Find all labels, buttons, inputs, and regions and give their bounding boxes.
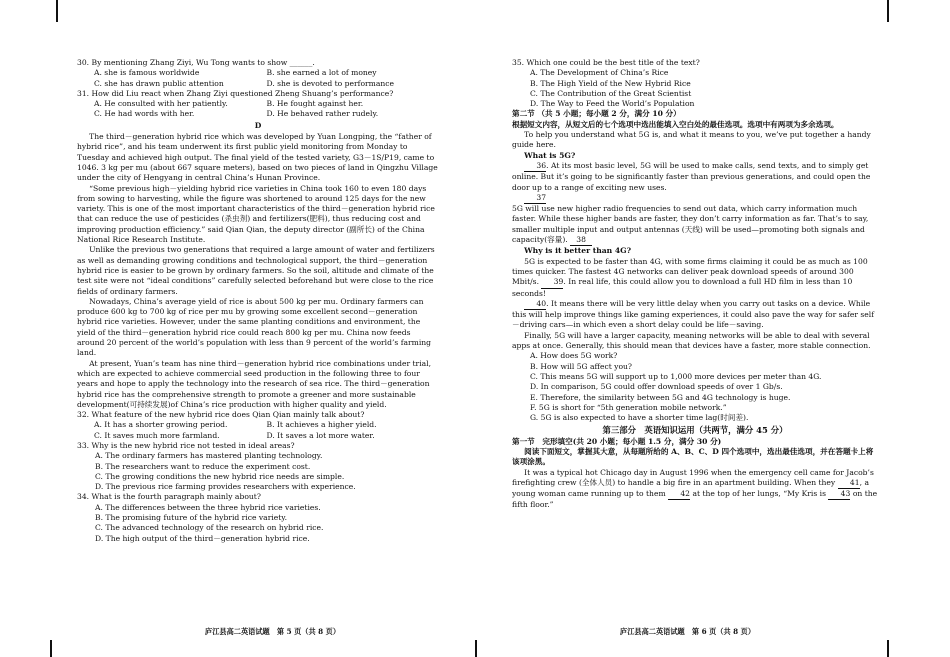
gapfill-paragraph-37-blank [512, 193, 878, 204]
q34-option-d[interactable]: D. The high output of the third－generation hybrid rice. [95, 533, 310, 543]
choice-c[interactable]: C. This means 5G will support up to 1,000 more devices per meter than 4G. [530, 371, 822, 381]
blank-36[interactable]: 36 [524, 161, 546, 172]
right-page-column [512, 58, 878, 511]
q30-option-d[interactable]: D. she is devoted to performance [266, 78, 395, 88]
blank-43[interactable]: 43 [828, 489, 850, 500]
question-34-options [77, 503, 439, 544]
q33-option-a[interactable]: A. The ordinary farmers has mastered planting technology. [95, 451, 323, 461]
paragraph-39-text-a: 5G is expected to be faster than 4G, with some firms claiming it could be as much as 100 times quicker. The fastest 4G networks can deliver peak download speeds of around 300 Mbit/s. [512, 256, 868, 287]
question-35-options [512, 68, 878, 109]
cloze-text-2: , a young woman came running up to them [512, 477, 870, 499]
passage-d-paragraph-1: The third－generation hybrid rice which was developed by Yuan Longping, the “father of hybrid rice”, and his team underwent its first public yield monitoring from Monday to Tuesday and achieved high output. The final yield of the tested variety, G3－1S/P19, came to 1046. 3 kg per mu (about 667 square meters), based on two pieces of land in Qingzhu Village under the city of Hengyang in central China’s Hunan Province. [77, 132, 438, 183]
gapfill-subheading-1: What is 5G? [524, 150, 576, 160]
gapfill-paragraph-36 [512, 161, 878, 193]
q30-option-b[interactable]: B. she earned a lot of money [266, 68, 377, 78]
q34-option-a[interactable]: A. The differences between the three hybrid rice varieties. [95, 502, 321, 512]
q34-option-b[interactable]: B. The promising future of the hybrid rice variety. [95, 513, 287, 523]
blank-40[interactable]: 40 [524, 299, 546, 310]
q35-option-b[interactable]: B. The High Yield of the New Hybrid Rice [530, 78, 691, 88]
passage-d-paragraph-5: At present, Yuan’s team has nine third－generation hybrid rice combinations under trial, which are expected to achieve commercial seed production in the following three to four years and hope to apply the technology into the research of sea rice. The third－generation hybrid rice has the comprehensive strength to promote a greener and more sustainable development(可持续发展)of China’s rice production with higher quality and yield. [77, 358, 431, 409]
q32-option-b[interactable]: B. It achieves a higher yield. [266, 420, 377, 430]
question-30-stem: 30. By mentioning Zhang Ziyi, Wu Tong wants to show ______. [77, 58, 315, 67]
blank-38[interactable]: 38 [570, 235, 592, 246]
cloze-instructions: 阅读下面短文，掌握其大意，从每题所给的 A、B、C、D 四个选项中，选出最佳选项，并在答题卡上将该项涂黑。 [512, 446, 874, 467]
gapfill-paragraph-40 [512, 299, 878, 331]
passage-d-label: D [254, 120, 262, 130]
right-page-footer: 庐江县高二英语试题 第 6 页（共 8 页） [620, 627, 756, 636]
question-34-stem: 34. What is the fourth paragraph mainly about? [77, 492, 261, 502]
paragraph-37-text: 5G will use new higher radio frequencies to send out data, which carry information much faster. While these higher bands are faster, they don’t carry information as far. That’s to say, smaller multiple input and output antennas (天线) will be used—promoting both signals and capacity(容量). [512, 204, 869, 245]
gapfill-intro: To help you understand what 5G is, and what it means to you, we’ve put together a handy guide here. [512, 130, 871, 150]
q32-option-c[interactable]: C. It saves much more farmland. [94, 430, 220, 440]
binding-mark-right [887, 0, 889, 22]
paragraph-36-text: . At its most basic level, 5G will be used to make calls, send texts, and to simply get online. But it’s going to be significantly faster than previous generations, and could open the door up to a range of exciting new uses. [512, 160, 871, 192]
gapfill-final-paragraph: Finally, 5G will have a larger capacity, meaning networks will be able to deal with several apps at once. Generally, this should mean that devices have a faster, more stable connection. [512, 330, 871, 351]
gapfill-paragraph-37 [512, 204, 878, 246]
part-3-heading: 第三部分 英语知识运用（共两节，满分 45 分） [602, 425, 788, 436]
q33-option-b[interactable]: B. The researchers want to reduce the experiment cost. [95, 461, 311, 471]
q31-option-a[interactable]: A. He consulted with her patiently. [94, 99, 228, 109]
q32-option-d[interactable]: D. It saves a lot more water. [266, 430, 375, 440]
question-32-options [77, 420, 439, 441]
passage-d-paragraph-2: “Some previous high－yielding hybrid rice varieties in China took 160 to even 180 days from sowing to harvesting, while the figure was shortened to around 125 days for the new variety. This is one of the most important characteristics of the third－generation hybrid rice that can reduce the use of pesticides (杀虫剂) and fertilizers(肥料), thus reducing cost and improving production efficiency.” said Qian Qian, the deputy director (副所长) of the China National Rice Research Institute. [77, 183, 435, 245]
question-32-stem: 32. What feature of the new hybrid rice does Qian Qian mainly talk about? [77, 410, 365, 420]
q32-option-a[interactable]: A. It has a shorter growing period. [94, 420, 228, 430]
q35-option-c[interactable]: C. The Contribution of the Great Scientist [530, 88, 692, 98]
q34-option-c[interactable]: C. The advanced technology of the research on hybrid rice. [95, 523, 324, 533]
choice-g[interactable]: G. 5G is also expected to have a shorter time lag(时间差). [530, 413, 749, 423]
blank-41[interactable]: 41 [838, 478, 860, 489]
cloze-section-heading: 第一节 完形填空(共 20 小题；每小题 1.5 分，满分 30 分) [512, 436, 722, 446]
cloze-text-1: It was a typical hot Chicago day in August 1996 when the emergency cell came for Jacob’s firefighting crew (全体人员) to handle a big fire in an apartment building. When they [512, 467, 874, 487]
q31-option-d[interactable]: D. He behaved rather rudely. [266, 109, 379, 119]
paragraph-39-text-b: . In real life, this could allow you to download a full HD film in less than 10 seconds! [512, 277, 853, 298]
passage-d-paragraph-3: Unlike the previous two generations that required a large amount of water and fertilizers as well as demanding growing conditions and technological support, the third－generation hybrid rice is easier to be grown by ordinary farmers. So the soil, altitude and climate of the test site were not “ideal conditions” carefully selected beforehand but were close to the rice fields of ordinary farmers. [77, 245, 435, 296]
gapfill-choices [512, 351, 878, 423]
question-33-stem: 33. Why is the new hybrid rice not tested in ideal areas? [77, 440, 295, 450]
cloze-text-3: at the top of her lungs, “My Kris is [692, 489, 826, 499]
section-2-instructions: 根据短文内容，从短文后的七个选项中选出能填入空白处的最佳选项。选项中有两项为多余选项。 [512, 119, 839, 129]
paragraph-40-text: . It means there will be very little delay when you carry out tasks on a device. While this will help improve things like gaming experiences, it could also pave the way for safer self－driving cars—in which even a short delay could be life－saving. [512, 298, 875, 330]
cloze-paragraph-1 [512, 468, 878, 511]
binding-mark-bottom-left [50, 640, 52, 657]
gapfill-subheading-2: Why is it better than 4G? [524, 246, 632, 256]
choice-a[interactable]: A. How does 5G work? [530, 351, 618, 361]
binding-mark-bottom-right [887, 640, 889, 657]
blank-42[interactable]: 42 [668, 489, 690, 500]
choice-f[interactable]: F. 5G is short for “5th generation mobile network.” [530, 402, 727, 412]
gapfill-paragraph-39 [512, 257, 878, 299]
blank-37[interactable]: 37 [524, 193, 546, 204]
binding-mark-left [56, 0, 58, 22]
question-35-stem: 35. Which one could be the best title of the text? [512, 58, 700, 67]
q31-option-b[interactable]: B. He fought against her. [266, 99, 364, 109]
passage-d-paragraph-4: Nowadays, China’s average yield of rice is about 500 kg per mu. Ordinary farmers can produce 600 kg to 700 kg of rice per mu by growing some excellent second－generation hybrid rice varieties. However, under the same planting conditions and environment, the yield of the third－generation hybrid rice could reach 800 kg per mu. China now feeds around 20 percent of the world’s population with less than 9 percent of the world’s farming land. [77, 296, 432, 358]
q35-option-a[interactable]: A. The Development of China’s Rice [530, 68, 669, 78]
q35-option-d[interactable]: D. The Way to Feed the World’s Population [530, 99, 695, 109]
choice-b[interactable]: B. How will 5G affect you? [530, 361, 632, 371]
q30-option-c[interactable]: C. she has drawn public attention [94, 78, 224, 88]
left-page-footer: 庐江县高二英语试题 第 5 页（共 8 页） [205, 627, 341, 636]
cloze-text-4: on the fifth floor.” [512, 489, 878, 510]
blank-39[interactable]: 39 [541, 277, 563, 288]
binding-mark-bottom-mid [475, 640, 477, 657]
choice-e[interactable]: E. Therefore, the similarity between 5G and 4G technology is huge. [530, 392, 791, 402]
section-2-heading: 第二节 （共 5 小题；每小题 2 分，满分 10 分） [512, 109, 681, 119]
left-page-column [77, 58, 439, 544]
question-33-options [77, 451, 439, 492]
question-31-options [77, 99, 439, 120]
q33-option-c[interactable]: C. The growing conditions the new hybrid rice needs are simple. [95, 471, 345, 481]
question-31-stem: 31. How did Liu react when Zhang Ziyi questioned Zheng Shuang’s performance? [77, 88, 394, 98]
q31-option-c[interactable]: C. He had words with her. [94, 109, 195, 119]
q33-option-d[interactable]: D. The previous rice farming provides researchers with experience. [95, 482, 356, 492]
question-30-options [77, 68, 439, 89]
choice-d[interactable]: D. In comparison, 5G could offer download speeds of over 1 Gb/s. [530, 382, 783, 392]
q30-option-a[interactable]: A. she is famous worldwide [94, 68, 200, 78]
